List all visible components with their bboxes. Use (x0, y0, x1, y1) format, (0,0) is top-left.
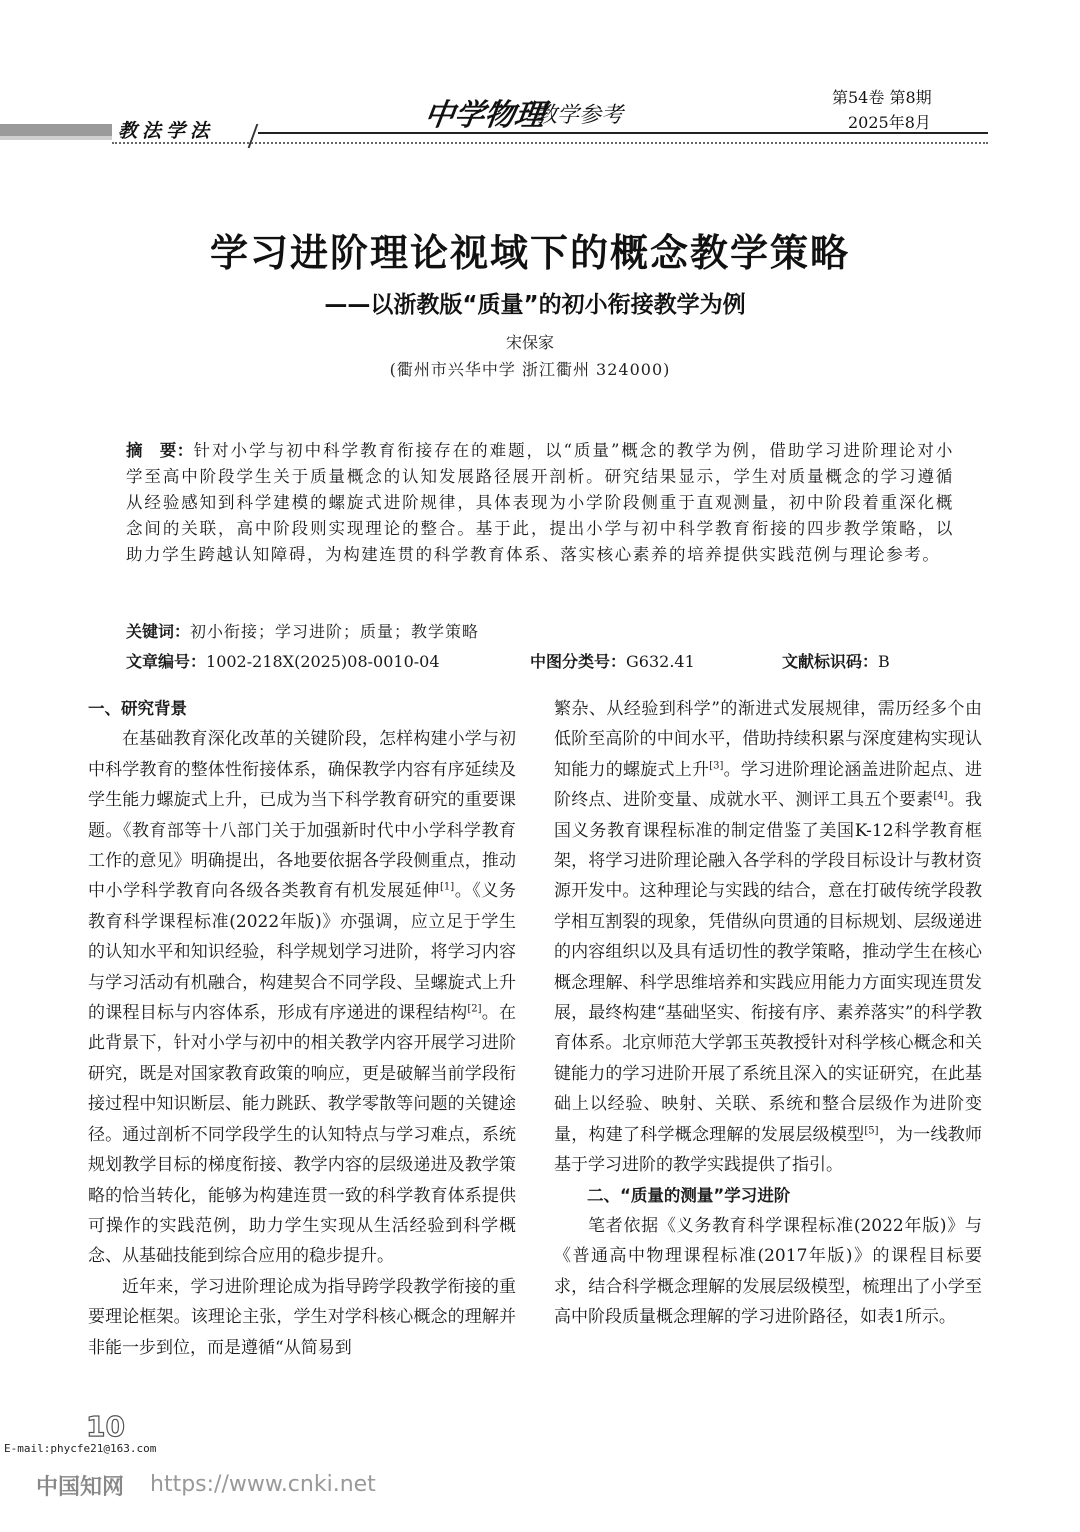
abstract (126, 438, 954, 568)
section-heading-1: 一、研究背景 (88, 699, 187, 718)
issue-date: 2025年8月 (848, 113, 931, 132)
article-title: 学习进阶理论视域下的概念教学策略 (209, 231, 850, 275)
citation-1[interactable]: [1] (439, 881, 455, 893)
article-number (126, 650, 440, 674)
body-column-right (554, 694, 982, 1333)
journal-email[interactable]: E-mail:phycfe21@163.com (4, 1442, 157, 1455)
paragraph-3: 笔者依据《义务教育科学课程标准(2022年版)》与《普通高中物理课程标准(2017年版)》的课程目标要求，结合科学概念理解的发展层级模型，梳理出了小学至高中阶段质量概念理解的学习进阶路径，如表1所示。 (554, 1215, 982, 1328)
citation-5[interactable]: [5] (864, 1125, 879, 1137)
abstract-label: 摘 要： (126, 441, 194, 460)
section-label: 教法学法 (118, 120, 215, 142)
document-code-label: 文献标识码： (782, 652, 879, 671)
article-number-value: 1002-218X(2025)08-0010-04 (206, 652, 440, 671)
paragraph-2-continued: 繁杂、从经验到科学”的渐进式发展规律，需历经多个由低阶至高阶的中间水平，借助持续积累与深度建构实现认知能力的螺旋式上升[3]。学习进阶理论涵盖进阶起点、进阶终点、进阶变量、成就水平、测评工具五个要素[4]。我国义务教育课程标准的制定借鉴了美国K-12科学教育框架，将学习进阶理论融入各学科的学段目标设计与教材资源开发中。这种理论与实践的结合，意在打破传统学段教学相互割裂的现象，凭借纵向贯通的目标规划、层级递进的内容组织以及具有适切性的教学策略，推动学生在核心概念理解、科学思维培养和实践应用能力方面实现连贯发展，最终构建“基础坚实、衔接有序、素养落实”的科学教育体系。北京师范大学郭玉英教授针对科学核心概念和关键能力的学习进阶开展了系统且深入的实证研究，在此基础上以经验、映射、关联、系统和整合层级作为进阶变量，构建了科学概念理解的发展层级模型[5]，为一线教师基于学习进阶的教学实践提供了指引。 (554, 699, 983, 1176)
cnki-watermark-url[interactable]: https://www.cnki.net (150, 1472, 376, 1497)
volume-issue: 第54卷 第8期 (832, 88, 932, 107)
body-column-left (88, 694, 516, 1363)
keywords (126, 620, 954, 644)
abstract-text: 针对小学与初中科学教育衔接存在的难题，以“质量”概念的教学为例，借助学习进阶理论对小学至高中阶段学生关于质量概念的认知发展路径展开剖析。研究结果显示，学生对质量概念的学习遵循从经验感知到科学建模的螺旋式进阶规律，具体表现为小学阶段侧重于直观测量，初中阶段着重深化概念间的关联，高中阶段则实现理论的整合。基于此，提出小学与初中科学教育衔接的四步教学策略，以助力学生跨越认知障碍，为构建连贯的科学教育体系、落实核心素养的培养提供实践范例与理论参考。 (126, 441, 954, 564)
clc-value: G632.41 (626, 652, 695, 671)
paragraph-1: 在基础教育深化改革的关键阶段，怎样构建小学与初中科学教育的整体性衔接体系，确保教学内容有序延续及学生能力螺旋式上升，已成为当下科学教育研究的重要课题。《教育部等十八部门关于加强新时代中小学科学教育工作的意见》明确提出，各地要依据各学段侧重点，推动中小学科学教育向各级各类教育有机发展延伸[1]。《义务教育科学课程标准(2022年版)》亦强调，应立足于学生的认知水平和知识经验，科学规划学习进阶，将学习内容与学习活动有机融合，构建契合不同学段、呈螺旋式上升的课程目标与内容体系，形成有序递进的课程结构[2]。在此背景下，针对小学与初中的相关教学内容开展学习进阶研究，既是对国家教育政策的响应，更是破解当前学段衔接过程中知识断层、能力跳跃、教学零散等问题的关键途径。通过剖析不同学段学生的认知特点与学习难点，系统规划教学目标的梯度衔接、教学内容的层级递进及教学策略的恰当转化，能够为构建连贯一致的科学教育体系提供可操作的实践范例，助力学生实现从生活经验到科学概念、从基础技能到综合应用的稳步提升。 (88, 729, 517, 1267)
document-code-value: B (878, 652, 890, 671)
journal-logo: 中学物理 (422, 98, 547, 133)
header-slash-divider (248, 124, 259, 148)
journal-subtitle: 教学参考 (535, 103, 624, 128)
header-decor-bar (0, 124, 112, 136)
article-number-label: 文章编号： (126, 652, 207, 671)
clc-number (530, 650, 695, 674)
clc-label: 中图分类号： (530, 652, 627, 671)
citation-2[interactable]: [2] (467, 1003, 482, 1015)
citation-3[interactable]: [3] (709, 760, 724, 772)
keywords-label: 关键词： (126, 622, 191, 641)
author-name: 宋保家 (505, 333, 554, 352)
citation-4[interactable]: [4] (933, 790, 948, 802)
cnki-watermark-brand: 中国知网 (36, 1475, 125, 1500)
header-rule (258, 132, 988, 134)
document-code (782, 650, 890, 674)
header-dotted-rule (112, 142, 988, 144)
page-number: 10 (86, 1410, 125, 1443)
paragraph-2: 近年来，学习进阶理论成为指导跨学段教学衔接的重要理论框架。该理论主张，学生对学科核心概念的理解并非能一步到位，而是遵循“从简易到 (88, 1276, 516, 1358)
section-heading-2: 二、“质量的测量”学习进阶 (587, 1185, 791, 1205)
keywords-text: 初小衔接；学习进阶；质量；教学策略 (190, 622, 480, 641)
article-subtitle: ——以浙教版“质量”的初小衔接教学为例 (324, 292, 746, 318)
author-affiliation: (衢州市兴华中学 浙江衢州 324000) (389, 360, 671, 379)
header-decor-bar-shadow (0, 136, 112, 140)
